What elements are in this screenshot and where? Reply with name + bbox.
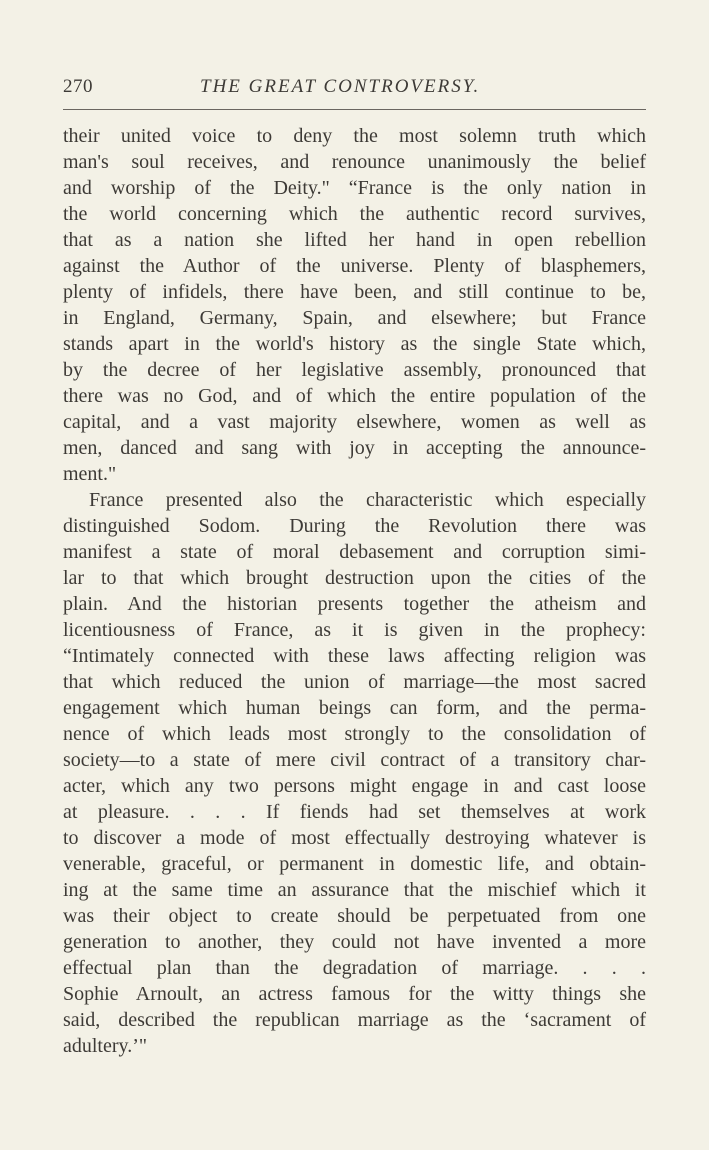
- text-line: “Intimately connected with these laws affecting religion was: [63, 645, 646, 667]
- text-line: said, described the republican marriage as the ‘sacrament of: [63, 1009, 646, 1031]
- text-line: Sophie Arnoult, an actress famous for the witty things she: [63, 983, 646, 1005]
- text-line: plenty of infidels, there have been, and still continue to be,: [63, 281, 646, 303]
- text-line: men, danced and sang with joy in accepting the announce-: [63, 437, 646, 459]
- page-number: 270: [63, 76, 93, 97]
- text-line: ing at the same time an assurance that the mischief which it: [63, 879, 646, 901]
- text-line: stands apart in the world's history as the single State which,: [63, 333, 646, 355]
- text-line: the world concerning which the authentic record survives,: [63, 203, 646, 225]
- text-line: their united voice to deny the most solemn truth which: [63, 125, 646, 147]
- running-title: THE GREAT CONTROVERSY.: [200, 76, 481, 97]
- text-line: that as a nation she lifted her hand in open rebellion: [63, 229, 646, 251]
- text-line: by the decree of her legislative assembly, pronounced that: [63, 359, 646, 381]
- text-line: there was no God, and of which the entire population of the: [63, 385, 646, 407]
- paragraph-2: [63, 487, 646, 1059]
- text-line: adultery.’": [63, 1035, 148, 1057]
- text-line: capital, and a vast majority elsewhere, women as well as: [63, 411, 646, 433]
- header-rule: [63, 109, 646, 110]
- text-line: lar to that which brought destruction upon the cities of the: [63, 567, 646, 589]
- body-text: [63, 123, 646, 1059]
- text-line: France presented also the characteristic which especially: [89, 489, 646, 511]
- text-line: was their object to create should be perpetuated from one: [63, 905, 646, 927]
- text-line: against the Author of the universe. Plenty of blasphemers,: [63, 255, 646, 277]
- page-header: [63, 76, 646, 102]
- text-line: nence of which leads most strongly to the consolidation of: [63, 723, 646, 745]
- text-line: at pleasure. . . . If fiends had set themselves at work: [63, 801, 646, 823]
- text-line: acter, which any two persons might engage in and cast loose: [63, 775, 646, 797]
- text-line: that which reduced the union of marriage—the most sacred: [63, 671, 646, 693]
- text-line: licentiousness of France, as it is given in the prophecy:: [63, 619, 646, 641]
- text-line: engagement which human beings can form, and the perma-: [63, 697, 646, 719]
- paragraph-1: [63, 123, 646, 487]
- text-line: generation to another, they could not have invented a more: [63, 931, 646, 953]
- text-line: effectual plan than the degradation of marriage. . . .: [63, 957, 646, 979]
- text-line: manifest a state of moral debasement and corruption simi-: [63, 541, 646, 563]
- text-line: society—to a state of mere civil contract of a transitory char-: [63, 749, 646, 771]
- text-line: plain. And the historian presents together the atheism and: [63, 593, 646, 615]
- text-line: man's soul receives, and renounce unanimously the belief: [63, 151, 646, 173]
- text-line: ment.": [63, 463, 117, 485]
- text-line: in England, Germany, Spain, and elsewhere; but France: [63, 307, 646, 329]
- text-line: venerable, graceful, or permanent in domestic life, and obtain-: [63, 853, 646, 875]
- text-line: to discover a mode of most effectually destroying whatever is: [63, 827, 646, 849]
- text-line: distinguished Sodom. During the Revolution there was: [63, 515, 646, 537]
- text-line: and worship of the Deity." “France is the only nation in: [63, 177, 646, 199]
